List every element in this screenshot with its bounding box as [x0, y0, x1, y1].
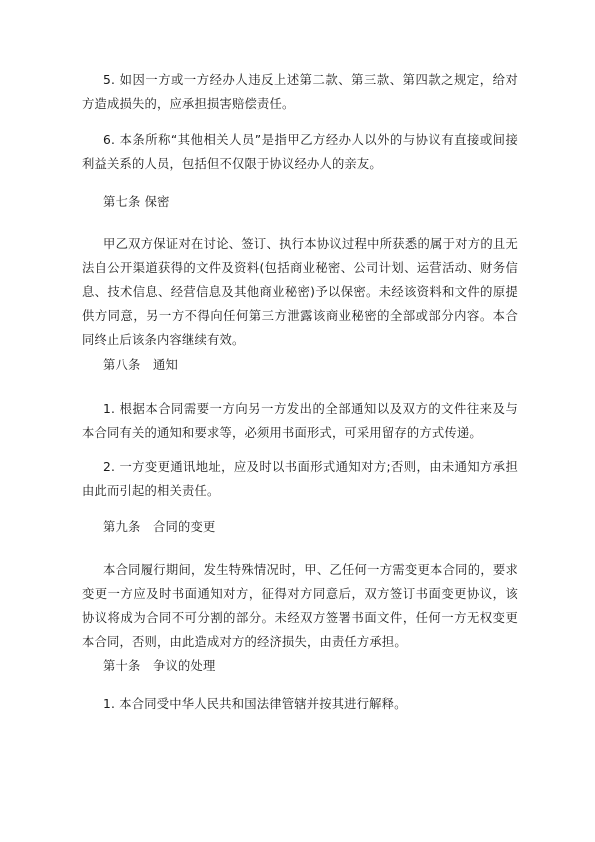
section-heading-notice: 第八条 通知 — [103, 358, 178, 372]
clause-paragraph-address-change: 2. 一方变更通讯地址，应及时以书面形式通知对方;否则，由未通知方承担由此而引起的相关责任。 — [82, 460, 518, 498]
clause-paragraph-damages: 5. 如因一方或一方经办人违反上述第二款、第三款、第四款之规定，给对方造成损失的，应承担损害赔偿责任。 — [82, 73, 518, 111]
clause-paragraph-notice-form: 1. 根据本合同需要一方向另一方发出的全部通知以及双方的文件往来及与本合同有关的通知和要求等，必须用书面形式，可采用留存的方式传递。 — [82, 402, 518, 440]
clause-paragraph-confidentiality: 甲乙双方保证对在讨论、签订、执行本协议过程中所获悉的属于对方的且无法自公开渠道获得的文件及资料(包括商业秘密、公司计划、运营活动、财务信息、技术信息、经营信息及其他商业秘密)予以保密。未经该资料和文件的原提供方同意，另一方不得向任何第三方泄露该商业秘密的全部或部分内容。本合同终止后该条内容继续有效。 — [82, 237, 518, 347]
section-heading-dispute: 第十条 争议的处理 — [103, 659, 216, 673]
clause-paragraph-governing-law: 1. 本合同受中华人民共和国法律管辖并按其进行解释。 — [103, 697, 407, 711]
clause-paragraph-related-persons: 6. 本条所称“其他相关人员”是指甲乙方经办人以外的与协议有直接或间接利益关系的人员，包括但不仅限于协议经办人的亲友。 — [82, 133, 518, 171]
section-heading-amendment: 第九条 合同的变更 — [103, 520, 216, 534]
section-heading-confidentiality: 第七条 保密 — [103, 195, 170, 209]
clause-paragraph-amendment: 本合同履行期间，发生特殊情况时，甲、乙任何一方需变更本合同的，要求变更一方应及时书面通知对方，征得对方同意后，双方签订书面变更协议，该协议将成为合同不可分割的部分。未经双方签署书面文件，任何一方无权变更本合同，否则，由此造成对方的经济损失，由责任方承担。 — [82, 563, 518, 649]
